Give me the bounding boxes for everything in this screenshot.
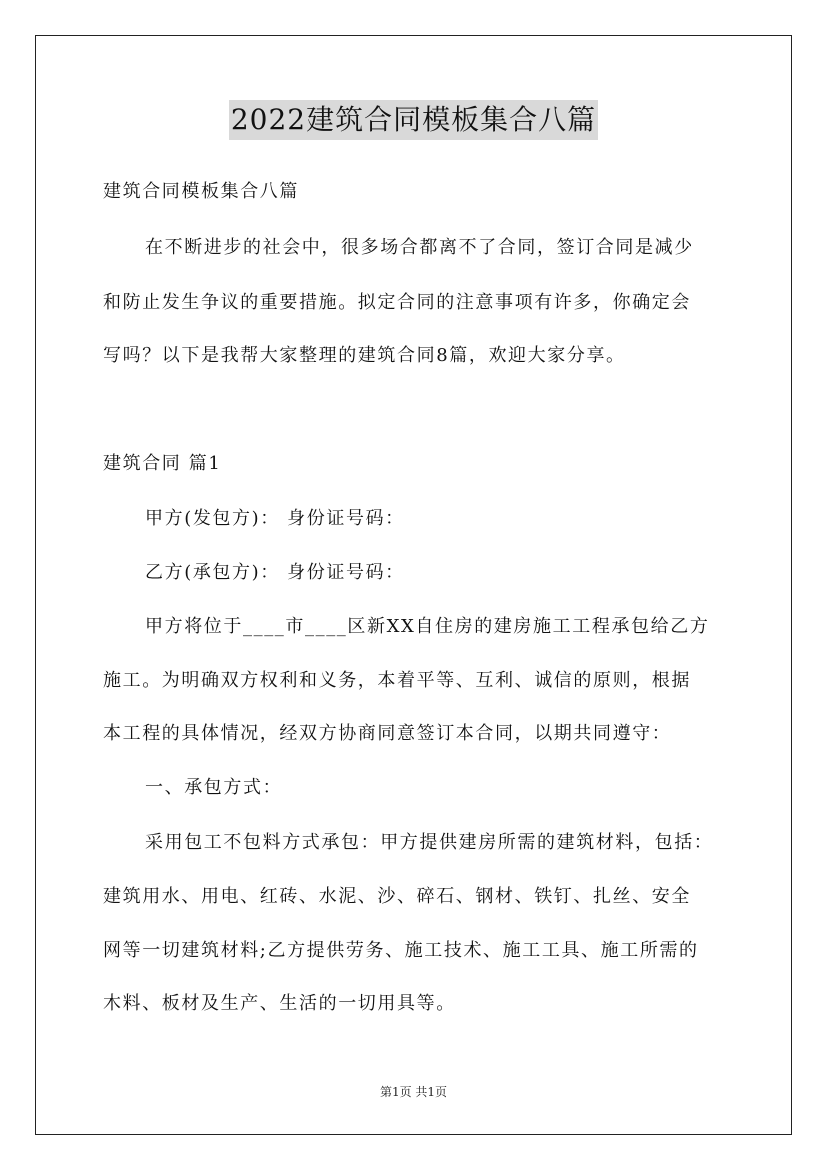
clause-1-line-4: 木料、板材及生产、生活的一切用具等。 — [103, 993, 456, 1014]
document-subtitle: 建筑合同模板集合八篇 — [103, 181, 299, 202]
intro-line-3: 写吗？以下是我帮大家整理的建筑合同8篇，欢迎大家分享。 — [103, 345, 626, 366]
clause-1-line-3: 网等一切建筑材料;乙方提供劳务、施工技术、施工工具、施工所需的 — [103, 940, 699, 961]
page-footer: 第1页 共1页 — [379, 1085, 448, 1099]
clause-1-heading: 一、承包方式： — [145, 777, 283, 798]
document-title: 2022建筑合同模板集合八篇 — [229, 100, 598, 140]
clause-1-line-1: 采用包工不包料方式承包：甲方提供建房所需的建筑材料，包括： — [145, 832, 714, 853]
clause-1-line-2: 建筑用水、用电、红砖、水泥、沙、碎石、钢材、铁钉、扎丝、安全 — [103, 886, 691, 907]
body-line-1: 甲方将位于____市____区新XX自住房的建房施工工程承包给乙方 — [145, 616, 710, 637]
intro-line-1: 在不断进步的社会中，很多场合都离不了合同，签订合同是减少 — [145, 237, 694, 258]
party-b-line: 乙方(承包方)： 身份证号码： — [145, 562, 405, 583]
body-line-2: 施工。为明确双方权利和义务，本着平等、互利、诚信的原则，根据 — [103, 670, 691, 691]
intro-line-2: 和防止发生争议的重要措施。拟定合同的注意事项有许多，你确定会 — [103, 292, 691, 313]
body-line-3: 本工程的具体情况，经双方协商同意签订本合同，以期共同遵守： — [103, 723, 672, 744]
party-a-line: 甲方(发包方)： 身份证号码： — [145, 508, 405, 529]
section-heading: 建筑合同 篇1 — [103, 453, 222, 474]
